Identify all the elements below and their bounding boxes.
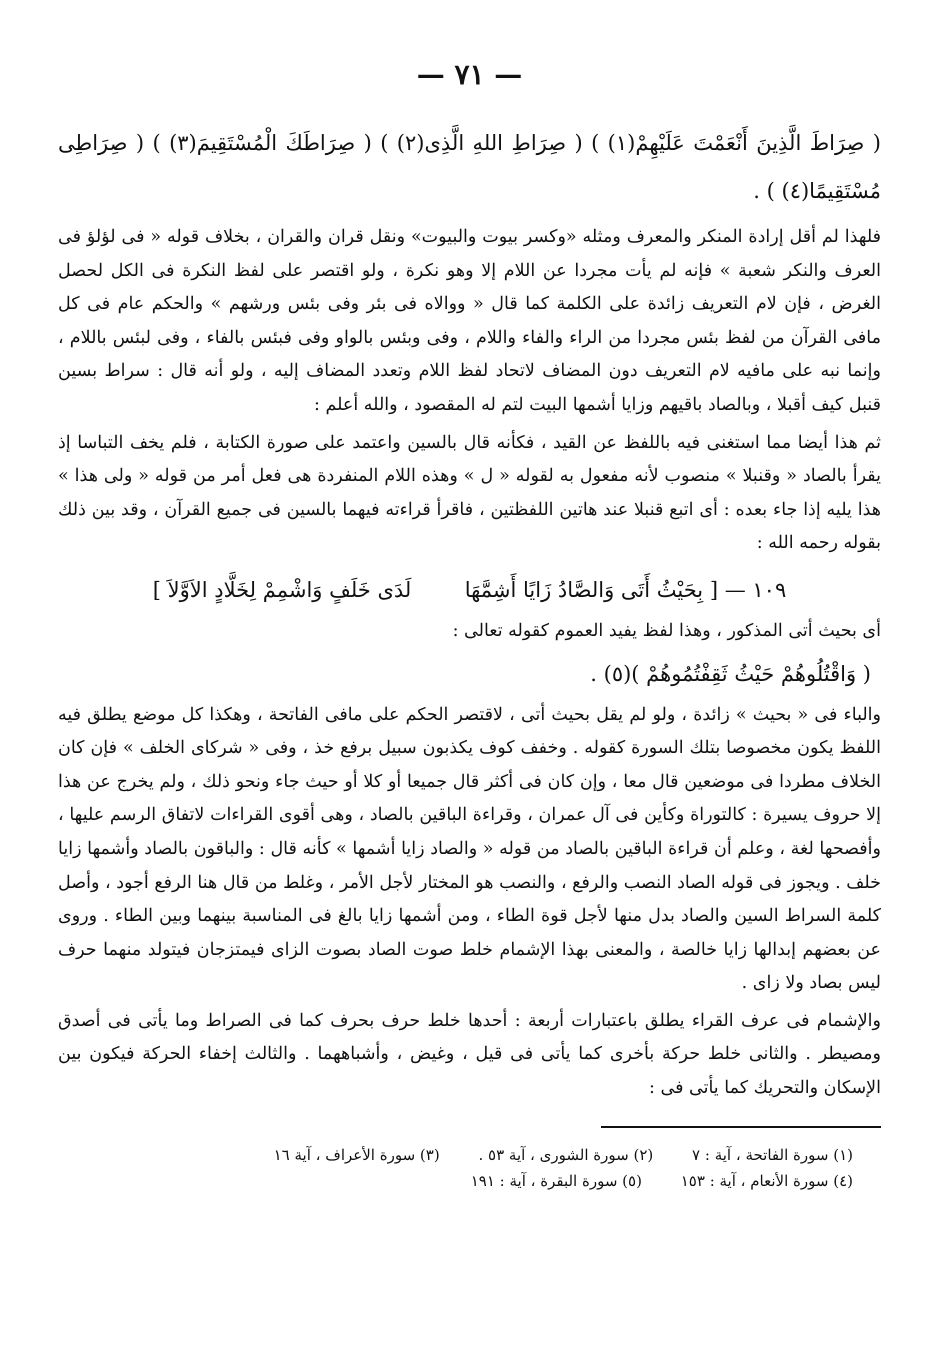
verse-explanation: أى بحيث أتى المذكور ، وهذا لفظ يفيد العموم كقوله تعالى : [452, 620, 881, 641]
quran-ayah: ( وَاقْتُلُوهُمْ حَيْثُ ثَقِفْتُمُوهُمْ )(٥) . [590, 661, 871, 686]
poem-verse [58, 567, 881, 613]
footnotes [58, 1142, 881, 1194]
verse-second-hemistich: لَدَى خَلَفٍ وَاشْمِمْ لِخَلَّادٍ الاَوَّلاَ ] [152, 577, 412, 602]
quran-citation-line: ( صِرَاطَ الَّذِينَ أَنْعَمْتَ عَلَيْهِمْ(١) ) ( صِرَاطِ اللهِ الَّذِى(٢) ) ( صِرَاطَكَ الْمُسْتَقِيمَ(٣) ) ( صِرَاطِى مُسْتَقِيمًا(٤) ) . [58, 131, 881, 203]
paragraph-4: والإشمام فى عرف القراء يطلق باعتبارات أربعة : أحدها خلط حرف بحرف كما فى الصراط وما يأتى فى أصدق ومصيطر . والثانى خلط حركة بأخرى كما يأتى فى قيل ، وغيض ، وأشباههما . والثالث إخفاء الحركة فيكون بين الإسكان والتحريك كما يأتى فى : [58, 1010, 881, 1099]
paragraph-1: فلهذا لم أقل إرادة المنكر والمعرف ومثله «وكسر بيوت والبيوت» ونقل قران والقران ، بخلاف قوله « فى لؤلؤ فى العرف والنكر شعبة » فإنه لم يأت مجردا عن اللام إلا وهو نكرة ، ولو اقتصر على لفظ النكرة فى الكل لحصل الغرض ، فإن لام التعريف زائدة على الكلمة كما قال « ووالاه فى بئر وفى بئس ورشهم » والحكم عام فى كل مافى القرآن من لفظ بئس مجردا من الراء والفاء واللام ، وفى وبئس بالواو وفى فبئس بالفاء ، وفى لبئس باللام ، وإنما نبه على مافيه لام التعريف دون المضاف لاتحاد لفظ اللام وتعدد المضاف إليه ، ولو أنه قال : سراط بسين قنبل كيف أقبلا ، وبالصاد باقيهم وزايا أشمها البيت لتم له المقصود ، والله أعلم : [58, 227, 881, 415]
footnote-divider [601, 1126, 881, 1128]
footnote-row-2 [58, 1168, 853, 1194]
footnote-5: (٥) سورة البقرة ، آية : ١٩١ [470, 1171, 642, 1190]
verse-first-hemistich: [ بِحَيْثُ أَتَى وَالصَّادُ زَايًا أَشِمَّهَا [464, 577, 719, 602]
document-page [58, 40, 881, 1325]
page-number: — ٧١ — [416, 58, 523, 91]
verse-number: ١٠٩ — [724, 577, 787, 602]
footnote-4: (٤) سورة الأنعام ، آية : ١٥٣ [680, 1171, 853, 1190]
footnote-1: (١) سورة الفاتحة ، آية : ٧ [692, 1145, 853, 1164]
footnote-row-1 [58, 1142, 853, 1168]
footnote-3: (٣) سورة الأعراف ، آية ١٦ [273, 1145, 440, 1164]
footnote-2: (٢) سورة الشورى ، آية ٥٣ . [478, 1145, 654, 1164]
paragraph-3: والباء فى « بحيث » زائدة ، ولو لم يقل بحيث أتى ، لاقتصر الحكم على مافى الفاتحة ، وهكذا كل موضع يطلق فيه اللفظ يكون مخصوصا بتلك السورة كقوله . وخفف كوف يكذبون سبيل برفع خذ ، وفى « شركاى الخلف » فإن كان الخلاف مطردا فى موضعين قال معا ، وإن كان فى أكثر قال جميعا أو كلا أو حيث جاء ونحو ذلك ، ولم يخرج عن هذا إلا حروف يسيرة : كالتوراة وكأين فى آل عمران ، وقراءة الباقين بالصاد ، وهى أقوى القراءات لاتفاق الرسم عليها ، وأفصحها لغة ، وعلم أن قراءة الباقين بالصاد من قوله « والصاد زايا أشمها » كأنه قال : والباقون بالصاد وأشمها زايا خلف . ويجوز فى قوله الصاد النصب والرفع ، والنصب هو المختار لأجل الأمر ، وغلط من قال هنا الرفع أجود ، وأصل كلمة السراط السين والصاد بدل منها لأجل قوة الطاء ، ومن أشمها زايا بالغ فى المناسبة بينهما وبين الطاء . وروى عن بعضهم إبدالها زايا خالصة ، والمعنى بهذا الإشمام خلط صوت الصاد بصوت الزاى فيمتزجان فيتولد منهما حرف ليس بصاد ولا زاى . [58, 704, 881, 994]
paragraph-2: ثم هذا أيضا مما استغنى فيه باللفظ عن القيد ، فكأنه قال بالسين واعتمد على صورة الكتابة ، فلم يخف التباسا إذ يقرأ بالصاد « وقنبلا » منصوب لأنه مفعول به لقوله « ل » وهذه اللام المنفردة هى فعل أمر من قوله « ولى هذا » هذا يليه إذا جاء بعده : أى اتبع قنبلا عند هاتين اللفظتين ، فاقرأ قراءته فيهما بالسين فى جميع القرآن ، وقد بين ذلك بقوله رحمه الله : [58, 432, 881, 554]
